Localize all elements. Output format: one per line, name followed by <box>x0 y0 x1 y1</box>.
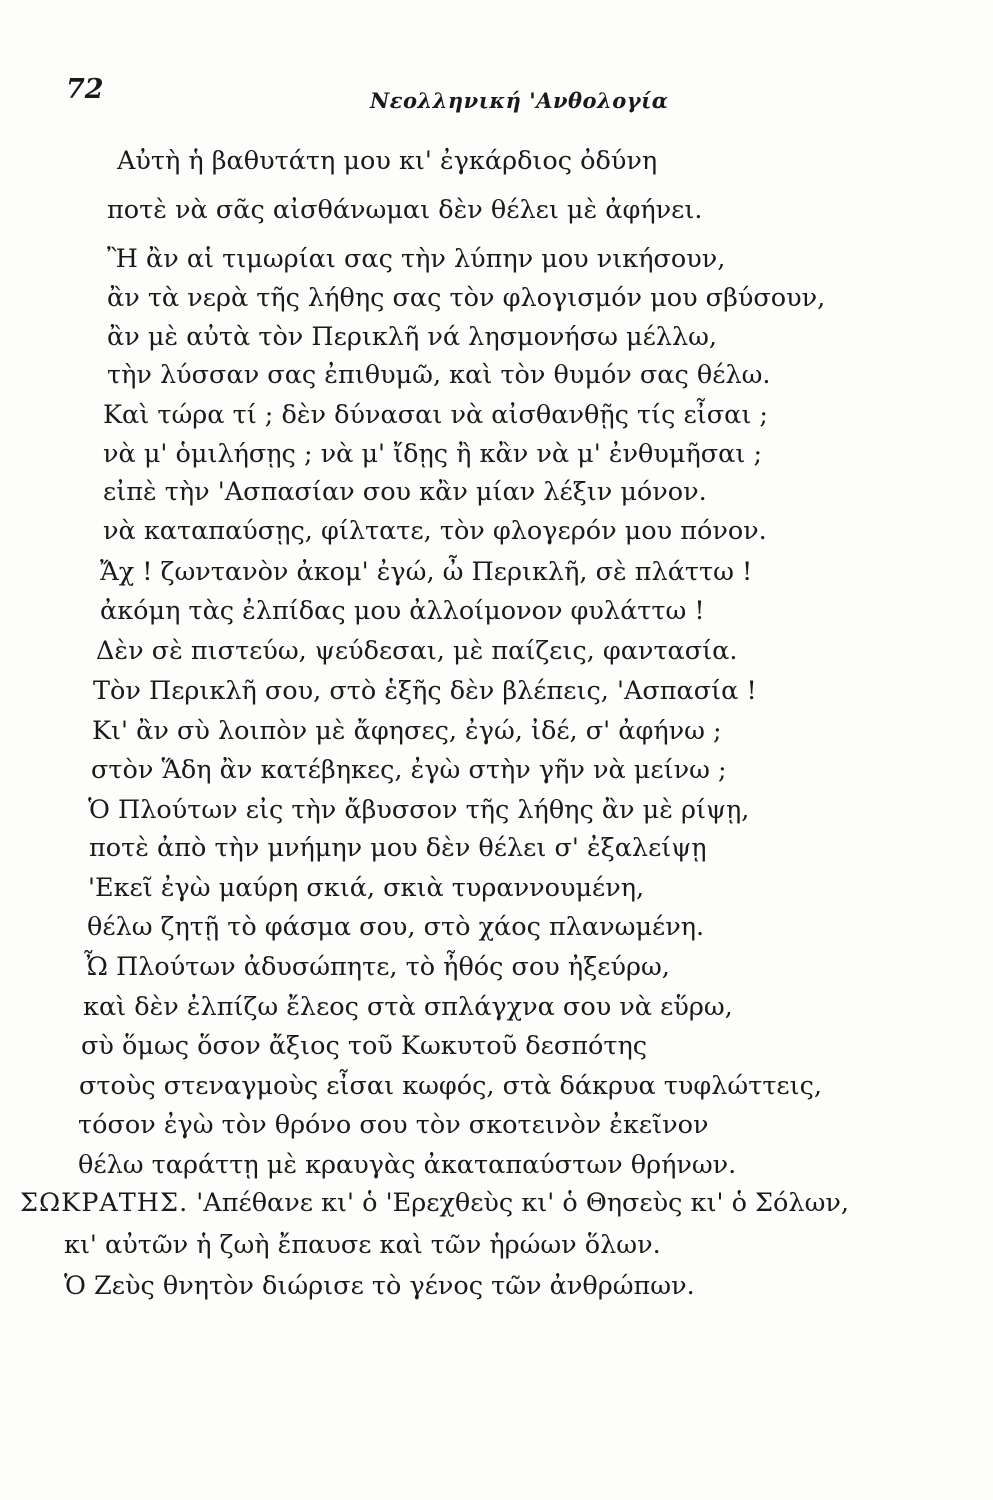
verse-line: Ὁ Ζεὺς θνητὸν διώρισε τὸ γένος τῶν ἀνθρώπων. <box>64 1271 695 1301</box>
verse-line: νὰ μ' ὁμιλήσῃς ; νὰ μ' ἴδῃς ἢ κἂν νὰ μ' ἐνθυμῆσαι ; <box>103 439 763 469</box>
verse-line: τὴν λύσσαν σας ἐπιθυμῶ, καὶ τὸν θυμόν σας θέλω. <box>107 360 771 390</box>
verse-line: Ὁ Πλούτων εἰς τὴν ἄβυσσον τῆς λήθης ἂν μὲ ρίψῃ, <box>88 795 750 825</box>
verse-line: εἰπὲ τὴν 'Ασπασίαν σου κἂν μίαν λέξιν μόνον. <box>103 477 707 507</box>
verse-line: Κι' ἂν σὺ λοιπὸν μὲ ἄφησες, ἐγώ, ἰδέ, σ' ἀφήνω ; <box>92 716 722 746</box>
verse-line: Καὶ τώρα τί ; δὲν δύνασαι νὰ αἰσθανθῇς τίς εἶσαι ; <box>103 400 769 430</box>
verse-line: τόσον ἐγὼ τὸν θρόνο σου τὸν σκοτεινὸν ἐκεῖνον <box>78 1110 709 1140</box>
speaker-line-text: 'Απέθανε κι' ὁ 'Ερεχθεὺς κι' ὁ Θησεὺς κι' ὁ Σόλων, <box>196 1188 849 1218</box>
verse-line: στοὺς στεναγμοὺς εἶσαι κωφός, στὰ δάκρυα τυφλώττεις, <box>79 1071 823 1101</box>
verse-line: σὺ ὅμως ὅσον ἄξιος τοῦ Κωκυτοῦ δεσπότης <box>81 1031 648 1061</box>
verse-line: θέλω ζητῇ τὸ φάσμα σου, στὸ χάος πλανωμένη. <box>87 912 705 942</box>
verse-line: Ἢ ἂν αἱ τιμωρίαι σας τὴν λύπην μου νικήσουν, <box>107 244 726 274</box>
verse-line: στὸν Ἅδη ἂν κατέβηκες, ἐγὼ στὴν γῆν νὰ μείνω ; <box>91 755 727 785</box>
verse-line: ἀκόμη τὰς ἐλπίδας μου ἀλλοίμονον φυλάττω ! <box>100 596 705 626</box>
verse-line: θέλω ταράττῃ μὲ κραυγὰς ἀκαταπαύστων θρήνων. <box>78 1150 737 1180</box>
verse-line: Αὐτὴ ἡ βαθυτάτη μου κι' ἐγκάρδιος ὀδύνη <box>117 146 658 176</box>
speaker-name: ΣΩΚΡΑΤΗΣ. <box>20 1188 189 1218</box>
verse-line: Τὸν Περικλῆ σου, στὸ ἑξῆς δὲν βλέπεις, 'Ασπασία ! <box>93 676 757 706</box>
verse-line: ἂν μὲ αὐτὰ τὸν Περικλῆ νά λησμονήσω μέλλω, <box>107 322 718 352</box>
verse-line: Ὦ Πλούτων ἀδυσώπητε, τὸ ἦθός σου ἠξεύρω, <box>84 952 670 982</box>
verse-line: κι' αὐτῶν ἡ ζωὴ ἔπαυσε καὶ τῶν ἡρώων ὅλων. <box>64 1230 661 1260</box>
verse-line: Ἄχ ! ζωντανὸν ἀκομ' ἐγώ, ὦ Περικλῆ, σὲ πλάττω ! <box>100 557 753 587</box>
verse-line: ἂν τὰ νερὰ τῆς λήθης σας τὸν φλογισμόν μου σβύσουν, <box>107 283 826 313</box>
verse-line: καὶ δὲν ἐλπίζω ἔλεος στὰ σπλάγχνα σου νὰ εὕρω, <box>83 992 733 1022</box>
running-title: Νεολληνική 'Ανθολογία <box>370 88 669 113</box>
verse-line: 'Εκεῖ ἐγὼ μαύρη σκιά, σκιὰ τυραννουμένη, <box>88 873 645 903</box>
page-number: 72 <box>66 74 104 105</box>
verse-line: νὰ καταπαύσῃς, φίλτατε, τὸν φλογερόν μου πόνον. <box>103 516 767 546</box>
verse-line: ποτὲ ἀπὸ τὴν μνήμην μου δὲν θέλει σ' ἐξαλείψῃ <box>89 833 707 863</box>
verse-line: Δὲν σὲ πιστεύω, ψεύδεσαι, μὲ παίζεις, φαντασία. <box>96 636 738 666</box>
speaker-line <box>20 1188 849 1218</box>
verse-line: ποτὲ νὰ σᾶς αἰσθάνωμαι δὲν θέλει μὲ ἀφήνει. <box>107 195 703 225</box>
